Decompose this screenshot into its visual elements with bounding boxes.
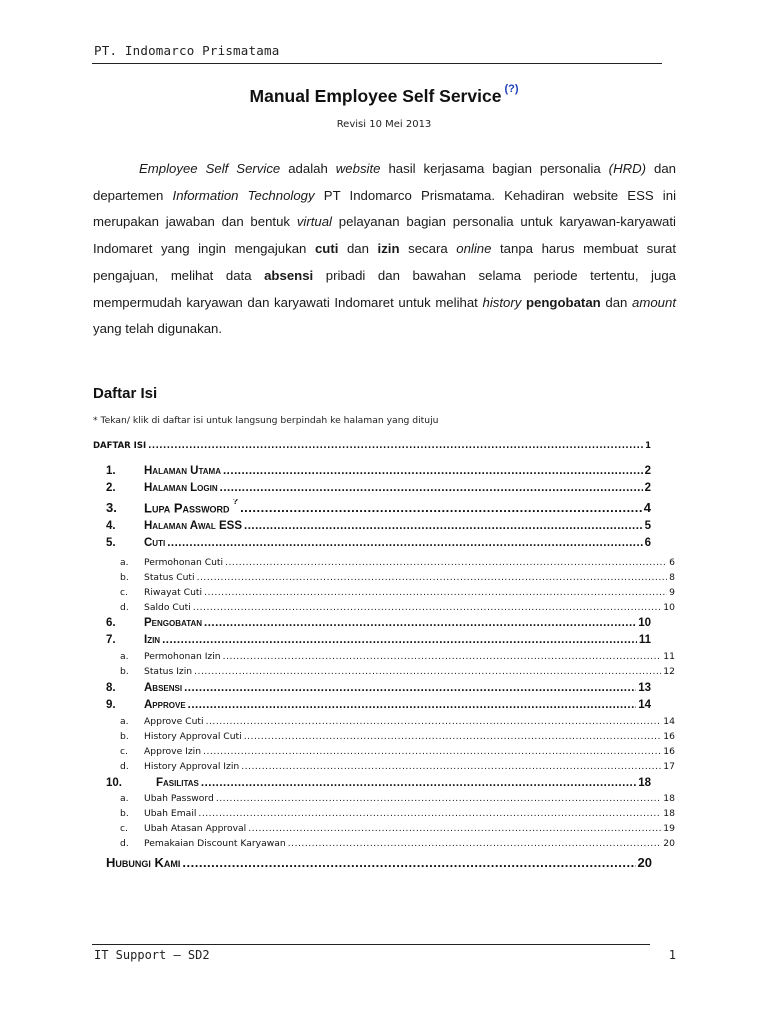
document-title [0,83,768,107]
toc-number: c. [120,823,128,834]
toc-label [144,499,238,515]
toc-entry-approve[interactable] [106,699,651,711]
toc-page-number: 11 [638,634,651,646]
toc-leader [162,634,637,646]
intro-keyword: cuti [314,241,339,257]
toc-label: Permohonan Izin [144,651,221,662]
toc-label-text: Lupa Password [144,500,230,516]
toc-entry-halaman-utama[interactable] [106,465,651,477]
toc-label: Status Izin [144,666,193,677]
toc-leader [223,651,662,662]
toc-label: Ubah Atasan Approval [144,823,247,834]
toc-label: Halaman Awal ESS [144,520,243,532]
intro-term: online [456,241,492,257]
intro-text: dan [600,294,633,310]
toc-page-number: 16 [663,746,675,757]
toc-label: Pemakaian Discount Karyawan [144,838,286,849]
intro-text: pribadi dan bawahan selama periode tertentu, juga mempermudah karyawan dan karyawati Indomaret untuk melihat [93,267,676,310]
toc-label: Halaman Login [144,482,218,494]
toc-number: 3. [106,500,117,516]
toc-leader [182,855,635,870]
toc-leader [204,587,667,598]
toc-page-number: 2 [644,465,651,477]
toc-number: d. [120,838,129,849]
toc-leader [240,500,642,515]
toc-page-number: 12 [663,666,675,677]
intro-keyword: absensi [264,267,314,283]
toc-label: Fasilitas [156,777,199,789]
toc-entry-pemakaian-discount-karyawan[interactable] [120,838,675,849]
toc-label: Izin [144,634,161,646]
toc-label: Approve Izin [144,746,202,757]
toc-number: a. [120,557,129,568]
toc-entry-hubungi-kami[interactable] [106,855,652,870]
toc-number: d. [120,761,129,772]
toc-label: DAFTAR ISI [93,441,147,451]
toc-page-number: 5 [644,520,651,532]
toc-label: Ubah Email [144,808,197,819]
toc-entry-lupa-password[interactable] [106,499,651,515]
intro-text: dan [338,241,378,257]
toc-number: 1. [106,465,116,477]
toc-number: 6. [106,617,116,629]
toc-leader [206,716,662,727]
toc-label: Halaman Utama [144,465,221,477]
toc-number: d. [120,602,129,613]
toc-entry-status-izin[interactable] [120,666,675,677]
revision-date: Revisi 10 Mei 2013 [336,119,432,130]
toc-page-number: 9 [669,587,675,598]
toc-page-number: 6 [644,537,651,549]
toc-leader [201,777,636,789]
toc-label: History Approval Cuti [144,731,242,742]
toc-leader [197,572,668,583]
toc-leader [248,823,661,834]
toc-page-number: 11 [663,651,675,662]
footer-label: IT Support – SD2 [94,948,210,962]
toc-leader [167,537,642,549]
toc-page-number: 18 [663,808,675,819]
header-company: PT. Indomarco Prismatama [94,43,280,58]
footer-page-number: 1 [668,948,676,962]
toc-label: History Approval Izin [144,761,240,772]
toc-number: c. [120,746,128,757]
toc-leader [223,465,643,477]
toc-number: 2. [106,482,116,494]
toc-label: Hubungi Kami [106,855,181,870]
toc-number: 10. [106,777,122,789]
toc-page-number: 2 [644,482,651,494]
intro-text: pelayanan bagian personalia untuk karyawan-karyawati Indomaret yang ingin mengajukan [93,214,676,257]
toc-page-number: 19 [663,823,675,834]
intro-term: website [335,161,381,176]
toc-number: 4. [106,520,116,532]
toc-leader [220,482,643,494]
toc-page-number: 18 [638,777,651,789]
toc-label: Saldo Cuti [144,602,191,613]
toc-number: 7. [106,634,116,646]
toc-entry-permohonan-izin[interactable] [120,651,675,662]
toc-leader [194,666,661,677]
intro-text: hasil kerjasama bagian personalia [380,161,609,176]
toc-heading: Daftar Isi [93,385,158,402]
toc-page-number: 1 [645,441,651,451]
help-mark: ? [232,499,239,506]
toc-entry-ubah-atasan-approval[interactable] [120,823,675,834]
toc-label: Absensi [144,682,183,694]
toc-entry-status-cuti[interactable] [120,572,675,583]
toc-page-number: 4 [643,500,651,516]
toc-entry-ubah-email[interactable] [120,808,675,819]
toc-leader [204,617,636,629]
header-rule [92,63,662,64]
toc-entry-history-approval-cuti[interactable] [120,731,675,742]
toc-label: Ubah Password [144,793,214,804]
toc-leader [148,441,643,451]
toc-entry-cuti[interactable] [106,537,651,549]
toc-entry-history-approval-izin[interactable] [120,761,675,772]
toc-number: b. [120,731,129,742]
title-text: Manual Employee Self Service [249,86,502,106]
intro-term: Information Technology [172,187,315,203]
footer-rule [92,944,650,945]
toc-entry-approve-izin[interactable] [120,746,675,757]
toc-entry-halaman-awal-ess[interactable] [106,520,651,532]
toc-page-number: 20 [663,838,675,849]
toc-number: a. [120,793,129,804]
toc-leader [241,761,661,772]
intro-text: dan departemen [93,161,676,203]
toc-entry-izin[interactable] [106,634,651,646]
toc-entry-permohonan-cuti[interactable] [120,557,675,568]
intro-term: amount [632,294,677,310]
intro-term: (HRD) [608,161,647,176]
toc-leader [203,746,661,757]
intro-text: PT Indomarco Prismatama. Kehadiran website ESS ini merupakan jawaban dan bentuk [93,187,677,230]
toc-page-number: 20 [637,855,652,870]
toc-label: Approve [144,699,186,711]
toc-label: Approve Cuti [144,716,204,727]
toc-page-number: 10 [638,617,651,629]
toc-entry-pengobatan[interactable] [106,617,651,629]
intro-paragraph [93,156,676,343]
toc-leader [288,838,662,849]
intro-term: virtual [296,214,332,230]
toc-number: 5. [106,537,116,549]
toc-page-number: 18 [663,793,675,804]
toc-entry-riwayat-cuti[interactable] [120,587,675,598]
intro-text: yang telah digunakan. [93,321,223,337]
toc-number: a. [120,716,129,727]
toc-entry-fasilitas[interactable] [106,777,651,789]
toc-page-number: 16 [663,731,675,742]
toc-leader [216,793,661,804]
toc-page-number: 10 [663,602,675,613]
toc-number: 9. [106,699,116,711]
intro-term: history [482,294,522,310]
toc-label: Cuti [144,537,166,549]
toc-page-number: 13 [638,682,651,694]
toc-note: * Tekan/ klik di daftar isi untuk langsung berpindah ke halaman yang dituju [93,415,439,426]
toc-page-number: 14 [663,716,675,727]
toc-label: Pengobatan [144,617,203,629]
toc-entry-absensi[interactable] [106,682,651,694]
toc-label: Status Cuti [144,572,195,583]
toc-leader [188,699,637,711]
toc-page-number: 6 [669,557,675,568]
toc-leader [184,682,636,694]
toc-number: c. [120,587,128,598]
toc-leader [198,808,661,819]
toc-page-number: 14 [638,699,651,711]
toc-number: b. [120,808,129,819]
toc-leader [244,520,643,532]
toc-leader [244,731,662,742]
toc-leader [225,557,667,568]
toc-page-number: 17 [663,761,675,772]
toc-entry-halaman-login[interactable] [106,482,651,494]
help-link[interactable]: (?) [504,83,519,96]
toc-number: 8. [106,682,116,694]
intro-term: Employee Self Service [139,161,281,176]
toc-entry-approve-cuti[interactable] [120,716,675,727]
intro-text: adalah [280,161,336,176]
toc-label: Permohonan Cuti [144,557,224,568]
intro-text: tanpa harus membuat surat pengajuan, melihat data [93,241,676,283]
toc-entry-saldo-cuti[interactable] [120,602,675,613]
toc-page-number: 8 [669,572,675,583]
intro-keyword: pengobatan [525,294,601,310]
toc-entry-daftar-isi[interactable] [93,441,651,451]
toc-number: a. [120,651,129,662]
toc-number: b. [120,572,129,583]
intro-text: secara [399,241,457,257]
toc-label: Riwayat Cuti [144,587,203,598]
toc-number: b. [120,666,129,677]
toc-leader [193,602,662,613]
intro-keyword: izin [377,241,400,257]
toc-entry-ubah-password[interactable] [120,793,675,804]
